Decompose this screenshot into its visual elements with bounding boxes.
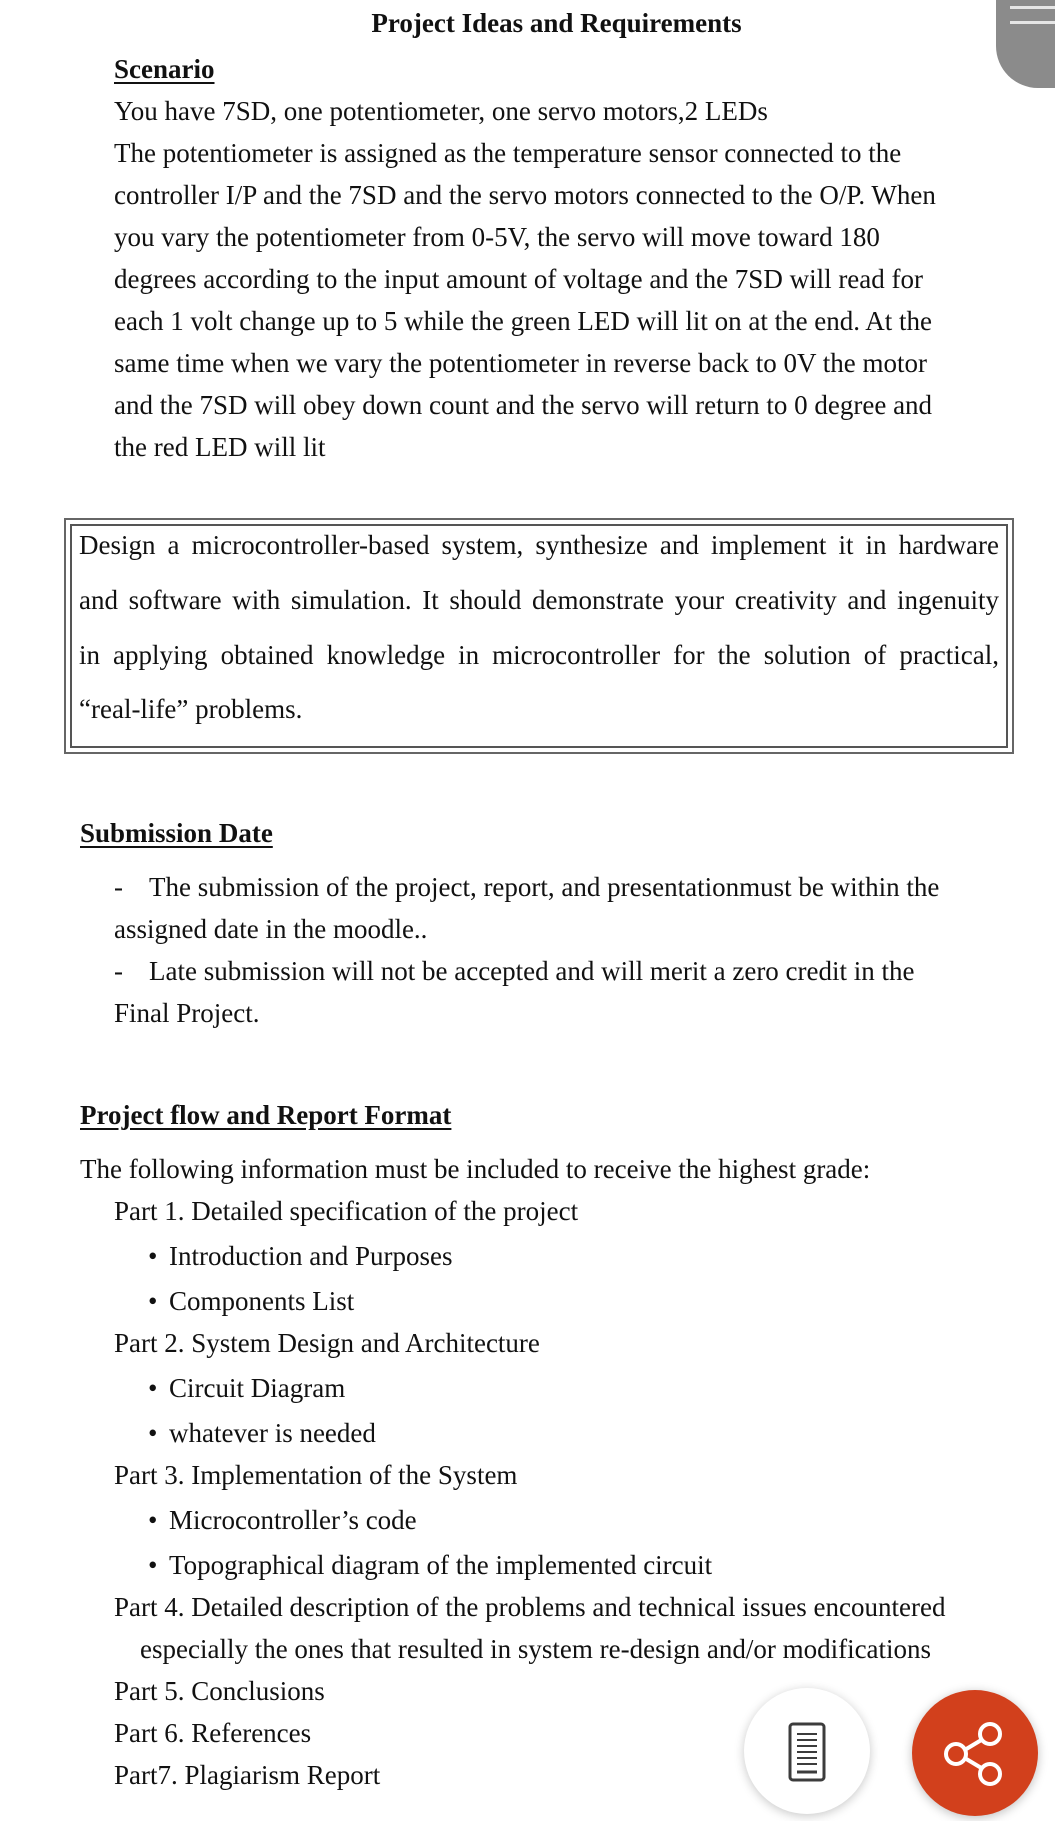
document-icon xyxy=(744,1688,870,1814)
scenario-line: and the 7SD will obey down count and the servo will return to 0 degree and xyxy=(114,390,933,420)
report-part: Part 3. Implementation of the System xyxy=(114,1460,518,1490)
report-part: Part 6. References xyxy=(114,1718,312,1748)
report-part: Part7. Plagiarism Report xyxy=(114,1760,381,1790)
design-box-line: in applying obtained knowledge in microcontroller for the solution of practical, xyxy=(79,640,999,670)
submission-dash: - xyxy=(114,956,123,986)
report-bullet: Microcontroller’s code xyxy=(169,1505,417,1535)
report-part: Part 1. Detailed specification of the project xyxy=(114,1196,579,1226)
submission-dash: - xyxy=(114,872,123,902)
scenario-line: same time when we vary the potentiometer in reverse back to 0V the motor xyxy=(114,348,927,378)
menu-button[interactable] xyxy=(996,0,1055,88)
report-bullet: whatever is needed xyxy=(169,1418,376,1448)
bullet-icon: • xyxy=(148,1505,158,1535)
bullet-icon: • xyxy=(148,1373,158,1403)
design-box-line: and software with simulation. It should demonstrate your creativity and ingenuity xyxy=(79,585,999,615)
report-heading: Project flow and Report Format xyxy=(80,1100,452,1130)
submission-item: Final Project. xyxy=(114,998,260,1028)
bullet-icon: • xyxy=(148,1241,158,1271)
document-view-button[interactable] xyxy=(744,1688,870,1814)
scenario-line: You have 7SD, one potentiometer, one servo motors,2 LEDs xyxy=(114,96,768,126)
share-icon xyxy=(912,1690,1038,1816)
bullet-icon: • xyxy=(148,1550,158,1580)
scenario-heading: Scenario xyxy=(114,54,215,84)
submission-heading: Submission Date xyxy=(80,818,273,848)
scenario-line: the red LED will lit xyxy=(114,432,326,462)
scenario-line: The potentiometer is assigned as the temperature sensor connected to the xyxy=(114,138,902,168)
scenario-line: controller I/P and the 7SD and the servo motors connected to the O/P. When xyxy=(114,180,936,210)
report-bullet: Circuit Diagram xyxy=(169,1373,346,1403)
report-part: Part 5. Conclusions xyxy=(114,1676,325,1706)
design-box-line: Design a microcontroller-based system, synthesize and implement it in hardware xyxy=(79,530,999,560)
report-part: Part 2. System Design and Architecture xyxy=(114,1328,540,1358)
report-part: especially the ones that resulted in system re-design and/or modifications xyxy=(140,1634,932,1664)
report-part: Part 4. Detailed description of the problems and technical issues encountered xyxy=(114,1592,946,1622)
submission-item: The submission of the project, report, and presentationmust be within the xyxy=(149,872,940,902)
scenario-line: you vary the potentiometer from 0-5V, the servo will move toward 180 xyxy=(114,222,880,252)
report-bullet: Topographical diagram of the implemented circuit xyxy=(169,1550,713,1580)
page-title: Project Ideas and Requirements xyxy=(371,8,742,38)
report-bullet: Components List xyxy=(169,1286,355,1316)
submission-item: Late submission will not be accepted and will merit a zero credit in the xyxy=(149,956,915,986)
report-intro: The following information must be included to receive the highest grade: xyxy=(80,1154,871,1184)
report-bullet: Introduction and Purposes xyxy=(169,1241,453,1271)
submission-item: assigned date in the moodle.. xyxy=(114,914,428,944)
bullet-icon: • xyxy=(148,1286,158,1316)
bullet-icon: • xyxy=(148,1418,158,1448)
scenario-line: degrees according to the input amount of voltage and the 7SD will read for xyxy=(114,264,924,294)
share-button[interactable] xyxy=(912,1690,1038,1816)
design-box-line: “real-life” problems. xyxy=(79,694,303,724)
scenario-line: each 1 volt change up to 5 while the green LED will lit on at the end. At the xyxy=(114,306,933,336)
